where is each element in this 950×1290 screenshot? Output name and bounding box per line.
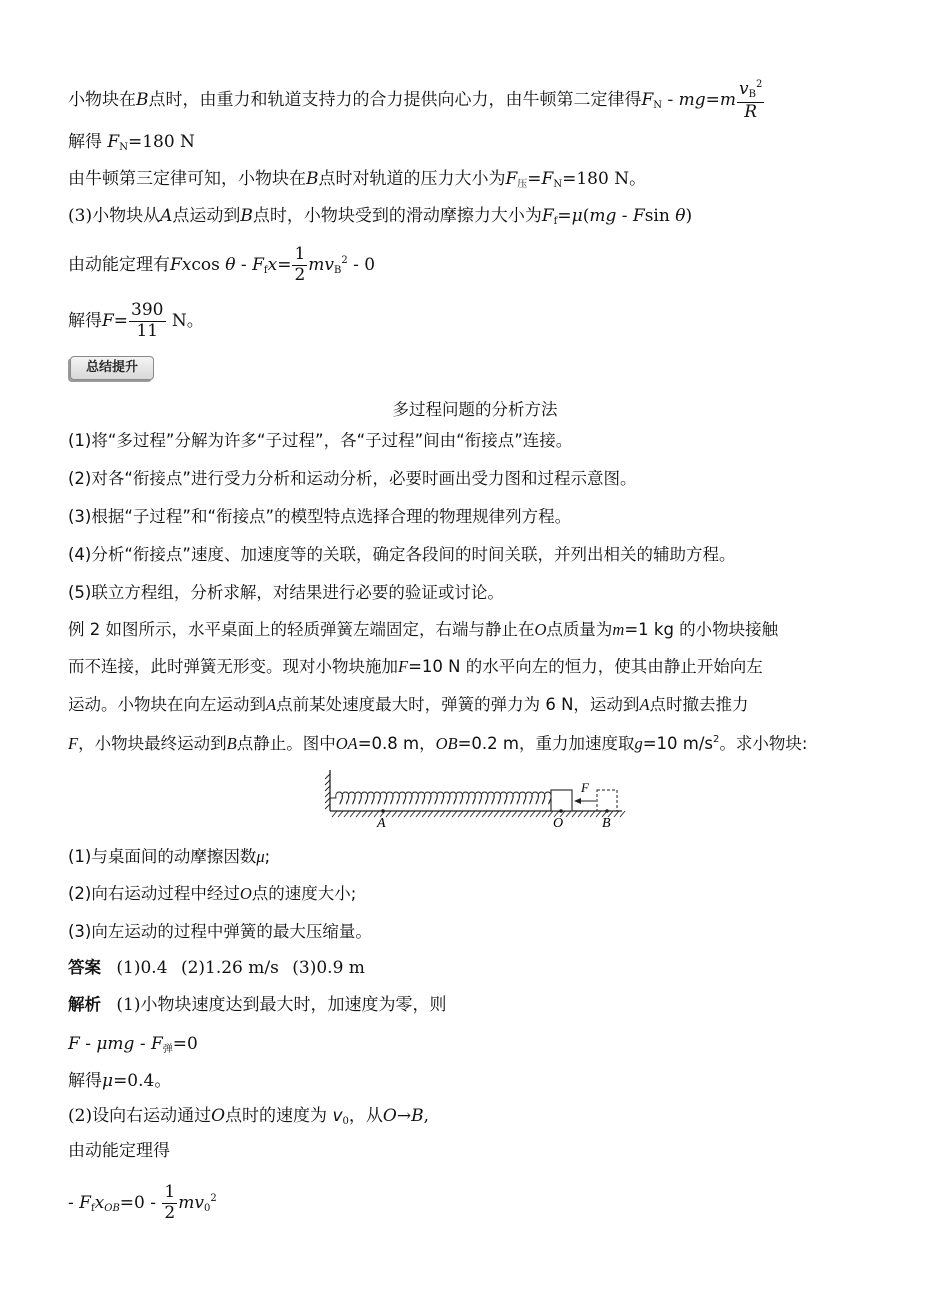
text: x <box>181 254 192 275</box>
text: = <box>557 206 572 226</box>
text: 由动能定理有 <box>68 254 170 275</box>
text: μ <box>102 1071 114 1091</box>
text: v <box>324 254 334 275</box>
text: 。求小物块: <box>719 734 808 753</box>
force-arrow-icon <box>574 798 596 804</box>
text: 点时，由重力和轨道支持力的合力提供向心力，由牛顿第二定律得 <box>148 90 642 111</box>
text: F <box>505 169 518 189</box>
text-line <box>68 134 195 153</box>
text: ( <box>582 206 590 226</box>
superscript: 2 <box>341 254 348 266</box>
example-line <box>68 735 807 753</box>
text: (2)1.26 m/s <box>180 958 279 978</box>
superscript: 2 <box>755 79 763 90</box>
text: (1)小物块速度达到最大时，加速度为零，则 <box>116 995 447 1015</box>
solution-label: 解析 <box>68 995 101 1014</box>
table-surface <box>330 811 625 817</box>
text: N。 <box>166 310 204 331</box>
text-line <box>68 80 765 121</box>
spring-block-diagram <box>322 768 627 830</box>
text: F <box>170 254 182 275</box>
text: =0.2 m，重力加速度取 <box>457 734 635 753</box>
text: 点时的速度为 <box>225 1106 333 1126</box>
text: - <box>68 1192 80 1213</box>
answer-line <box>68 960 365 977</box>
text: F <box>68 1034 80 1054</box>
fraction <box>737 80 764 121</box>
subscript: f <box>553 216 558 227</box>
subscript: B <box>334 264 342 276</box>
text: 点时撤去推力 <box>649 695 749 714</box>
text: m <box>612 620 625 639</box>
fraction: $\frac{1}{2}$ <box>164 1182 176 1223</box>
equation-line <box>68 1073 171 1090</box>
text: x <box>267 254 278 275</box>
text: = <box>705 90 720 111</box>
text: F <box>541 169 554 189</box>
example-line <box>68 622 778 639</box>
section-title: 多过程问题的分析方法 <box>392 400 558 419</box>
step-item: (5)联立方程组，分析求解，对结果进行必要的验证或讨论。 <box>68 583 504 602</box>
text: OA <box>335 734 358 753</box>
subscript: N <box>119 142 128 153</box>
equation-line <box>68 1108 429 1127</box>
subscript: 0 <box>203 1202 211 1214</box>
text: 点质量为 <box>546 620 613 639</box>
text: B <box>136 90 149 111</box>
text: F <box>102 310 114 331</box>
text: ; <box>264 847 271 866</box>
text: ) <box>685 206 693 226</box>
force-label: F <box>581 780 589 795</box>
text: θ <box>225 254 236 275</box>
subscript: N <box>553 179 563 190</box>
text: v <box>332 1106 343 1126</box>
subscript: 压 <box>517 179 528 190</box>
step-item: (4)分析“衔接点”速度、加速度等的关联，确定各段间的时间关联，并列出相关的辅助方程。 <box>68 545 736 564</box>
text: F <box>398 657 409 676</box>
text: B <box>306 169 319 189</box>
text: m <box>308 254 325 275</box>
step-item: (2)对各“衔接点”进行受力分析和运动分析，必要时画出受力图和过程示意图。 <box>68 469 637 488</box>
text: θ <box>675 206 686 226</box>
text: - <box>616 206 633 226</box>
text: - <box>235 254 253 275</box>
step-item: (1)将“多过程”分解为许多“子过程”，各“子过程”间由“衔接点”连接。 <box>68 431 573 450</box>
text: =10 N 的水平向左的恒力，使其由静止开始向左 <box>408 657 763 676</box>
text: B <box>240 206 253 226</box>
text: 由动能定理得 <box>68 1141 170 1161</box>
equation-line <box>68 1143 170 1160</box>
point-label-b: B <box>602 816 611 830</box>
text: 由牛顿第三定律可知，小物块在 <box>68 169 306 189</box>
text: 点静止。图中 <box>236 734 336 753</box>
text: 点时对轨道的压力大小为 <box>318 169 506 189</box>
text-line <box>68 246 375 285</box>
wall-icon <box>325 770 330 811</box>
subscript: OB <box>104 1202 120 1214</box>
text: = <box>277 254 292 275</box>
example-line <box>68 659 763 676</box>
text: F <box>150 1034 163 1054</box>
text: F <box>68 734 79 753</box>
text: (3)向左运动的过程中弹簧的最大压缩量。 <box>68 922 372 941</box>
text: 点运动到 <box>172 206 241 226</box>
text: μmg <box>96 1034 135 1054</box>
text: g <box>634 734 643 753</box>
step-item: (3)根据“子过程”和“衔接点”的模型特点选择合理的物理规律列方程。 <box>68 507 572 526</box>
text: 而不连接，此时弹簧无形变。现对小物块施加 <box>68 657 398 676</box>
text: 解得 <box>68 310 102 331</box>
subscript: f <box>90 1202 95 1214</box>
text: 点时，小物块受到的滑动摩擦力大小为 <box>252 206 542 226</box>
text: =180 N。 <box>562 169 647 189</box>
text: A <box>160 206 173 226</box>
subscript: f <box>263 264 268 276</box>
text: m <box>719 90 736 111</box>
text: mg <box>589 206 617 226</box>
text: F <box>252 254 264 275</box>
text: F <box>79 1192 91 1213</box>
text: =0 <box>172 1034 198 1054</box>
text: cos <box>191 254 226 275</box>
equation-line <box>68 1184 217 1223</box>
text: (3)0.9 m <box>292 958 365 978</box>
point-marker <box>559 809 563 813</box>
block-icon <box>551 790 572 811</box>
text: =0.4。 <box>113 1071 172 1091</box>
text: v <box>194 1192 204 1213</box>
block-outline-dashed <box>597 790 617 811</box>
text: O <box>211 1106 226 1126</box>
text: (1)0.4 <box>116 958 168 978</box>
text: ，小物块最终运动到 <box>78 734 227 753</box>
text: A <box>639 695 650 714</box>
point-label-o: O <box>553 816 564 830</box>
text: 解得 <box>68 132 108 152</box>
text: B <box>411 1106 424 1126</box>
text: (1)与桌面间的动摩擦因数 <box>68 847 257 866</box>
point-marker <box>605 809 609 813</box>
text: (3)小物块从 <box>68 206 161 226</box>
text: - <box>79 1034 97 1054</box>
subscript: B <box>748 89 756 100</box>
text: R <box>744 101 758 122</box>
fraction: $\frac{390}{11}$ <box>131 300 164 341</box>
text: - <box>662 90 679 111</box>
text: ，从 <box>348 1106 383 1126</box>
spring-icon <box>330 792 551 804</box>
text: (2)设向右运动通过 <box>68 1106 212 1126</box>
text: 点的速度大小; <box>251 884 357 903</box>
text: sin <box>644 206 676 226</box>
text: , <box>423 1106 429 1126</box>
text: 点前某处速度最大时，弹簧的弹力为 6 N，运动到 <box>276 695 640 714</box>
point-label-a: A <box>377 816 386 830</box>
text: O <box>382 1106 397 1126</box>
text: = <box>113 310 129 331</box>
text: v <box>739 79 749 99</box>
text: 小物块在 <box>68 90 136 111</box>
example-line <box>68 697 749 714</box>
text: O <box>239 884 252 903</box>
subscript: 弹 <box>162 1044 173 1055</box>
text: F <box>541 206 554 226</box>
text: - 0 <box>347 254 376 275</box>
text: μ <box>571 206 583 226</box>
text: =10 m/s <box>642 734 714 753</box>
text-line <box>68 302 204 341</box>
question-line <box>68 924 372 941</box>
superscript: 2 <box>210 1192 217 1204</box>
text: x <box>94 1192 105 1213</box>
summary-badge: 总结提升 <box>70 356 154 380</box>
subscript: 0 <box>342 1116 349 1127</box>
text: OB <box>435 734 458 753</box>
fraction: $\frac{1}{2}$ <box>294 244 306 285</box>
text: =0.8 m， <box>357 734 436 753</box>
subscript: N <box>653 100 663 112</box>
text: A <box>266 695 277 714</box>
text-line <box>68 208 692 227</box>
text-line <box>68 171 646 190</box>
text: 解得 <box>68 1071 102 1091</box>
question-line <box>68 849 270 866</box>
text: → <box>396 1106 412 1126</box>
equation-line <box>68 1036 198 1055</box>
text: mg <box>678 90 706 111</box>
text: μ <box>256 847 265 866</box>
text: (2)向右运动过程中经过 <box>68 884 240 903</box>
text: F <box>641 90 654 111</box>
text: O <box>534 620 547 639</box>
text: =0 - <box>119 1192 162 1213</box>
text: = <box>527 169 542 189</box>
solution-line <box>68 997 447 1014</box>
text: F <box>632 206 645 226</box>
point-marker <box>381 809 385 813</box>
text: B <box>226 734 237 753</box>
text: m <box>178 1192 195 1213</box>
text: F <box>107 132 120 152</box>
text: 例 2 如图所示，水平桌面上的轻质弹簧左端固定，右端与静止在 <box>68 620 535 639</box>
text: 运动。小物块在向左运动到 <box>68 695 266 714</box>
superscript: 2 <box>713 734 720 745</box>
answer-label: 答案 <box>68 958 101 977</box>
text: =1 kg 的小物块接触 <box>624 620 779 639</box>
text: - <box>134 1034 151 1054</box>
text: =180 N <box>127 132 195 152</box>
question-line <box>68 886 356 903</box>
